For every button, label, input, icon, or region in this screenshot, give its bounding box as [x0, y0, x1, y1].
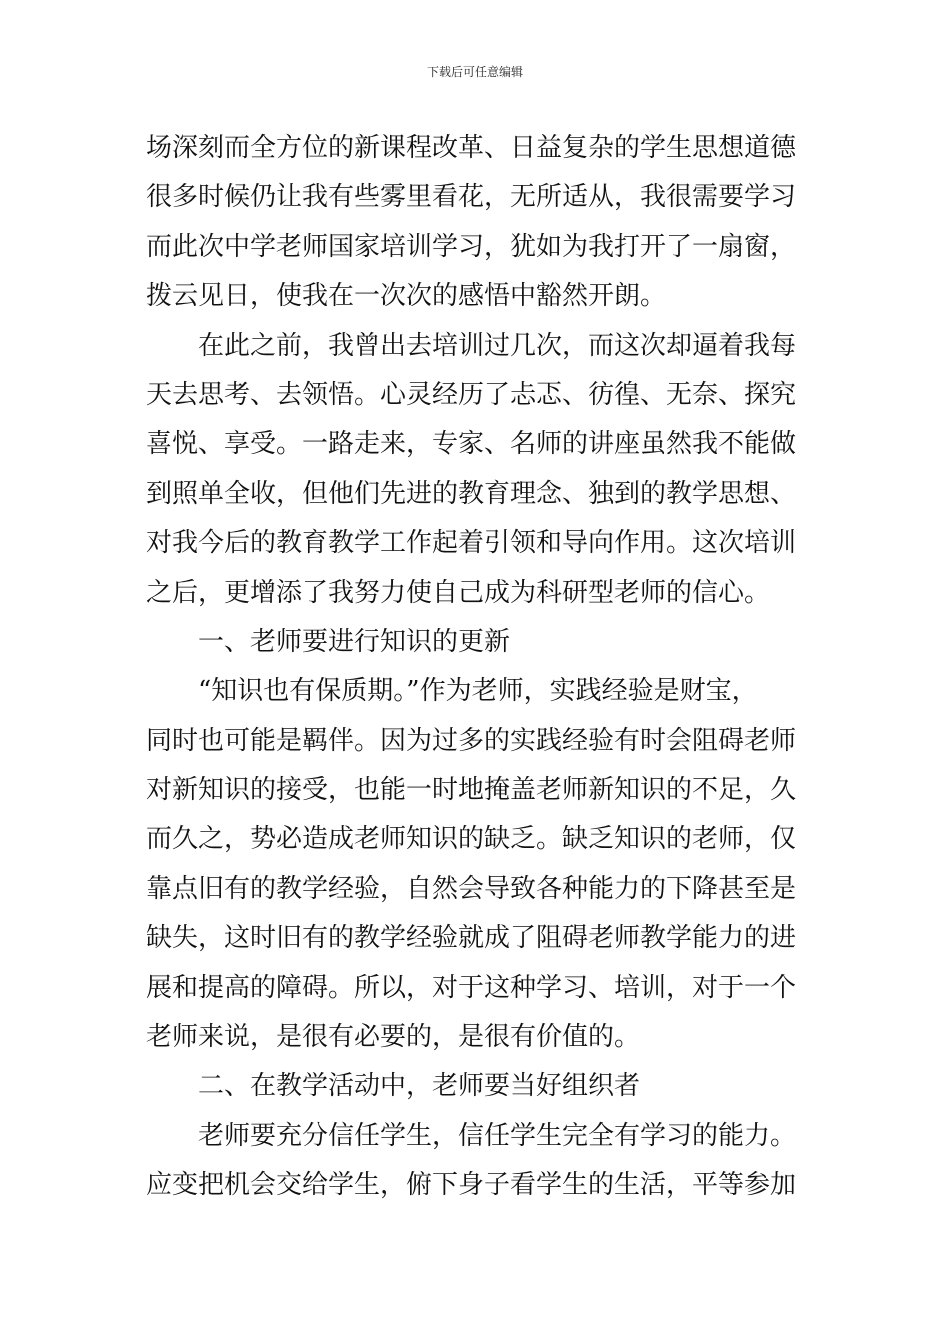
text-line: 到照单全收，但他们先进的教育理念、独到的教学思想、 [146, 478, 797, 509]
paragraph-start-line: “知识也有保质期。”作为老师，实践经验是财宝， [198, 676, 758, 707]
text-line: 对我今后的教育教学工作起着引领和导向作用。这次培训 [146, 528, 797, 559]
text-line: 场深刻而全方位的新课程改革、日益复杂的学生思想道德 [146, 133, 797, 163]
text-line: 之后，更增添了我努力使自己成为科研型老师的信心。 [146, 577, 771, 608]
text-line: 拨云见日，使我在一次次的感悟中豁然开朗。 [146, 281, 667, 312]
section-heading: 一、老师要进行知识的更新 [198, 626, 511, 657]
paragraph-start-line: 老师要充分信任学生，信任学生完全有学习的能力。 [198, 1120, 797, 1151]
text-line: 缺失，这时旧有的教学经验就成了阻碍老师教学能力的进 [146, 923, 797, 954]
text-line: 很多时候仍让我有些雾里看花，无所适从，我很需要学习 [146, 182, 797, 213]
text-line: 对新知识的接受，也能一时地掩盖老师新知识的不足，久 [146, 775, 797, 806]
text-line: 靠点旧有的教学经验，自然会导致各种能力的下降甚至是 [146, 873, 797, 904]
page-header: 下载后可任意编辑 [426, 65, 523, 79]
text-line: 展和提高的障碍。所以，对于这种学习、培训，对于一个 [146, 972, 797, 1003]
text-line: 而此次中学老师国家培训学习，犹如为我打开了一扇窗， [146, 231, 797, 262]
paragraph-start-line: 在此之前，我曾出去培训过几次，而这次却逼着我每 [198, 330, 797, 361]
text-line: 天去思考、去领悟。心灵经历了忐忑、彷徨、无奈、探究 [146, 379, 797, 410]
section-heading: 二、在教学活动中，老师要当好组织者 [198, 1071, 641, 1102]
text-line: 老师来说，是很有必要的，是很有价值的。 [146, 1022, 641, 1053]
text-line: 喜悦、享受。一路走来，专家、名师的讲座虽然我不能做 [146, 429, 797, 460]
document-body [146, 124, 811, 1211]
text-line: 而久之，势必造成老师知识的缺乏。缺乏知识的老师，仅 [146, 824, 797, 855]
text-line: 同时也可能是羁伴。因为过多的实践经验有时会阻碍老师 [146, 725, 797, 756]
text-line: 应变把机会交给学生，俯下身子看学生的生活，平等参加 [146, 1170, 797, 1201]
